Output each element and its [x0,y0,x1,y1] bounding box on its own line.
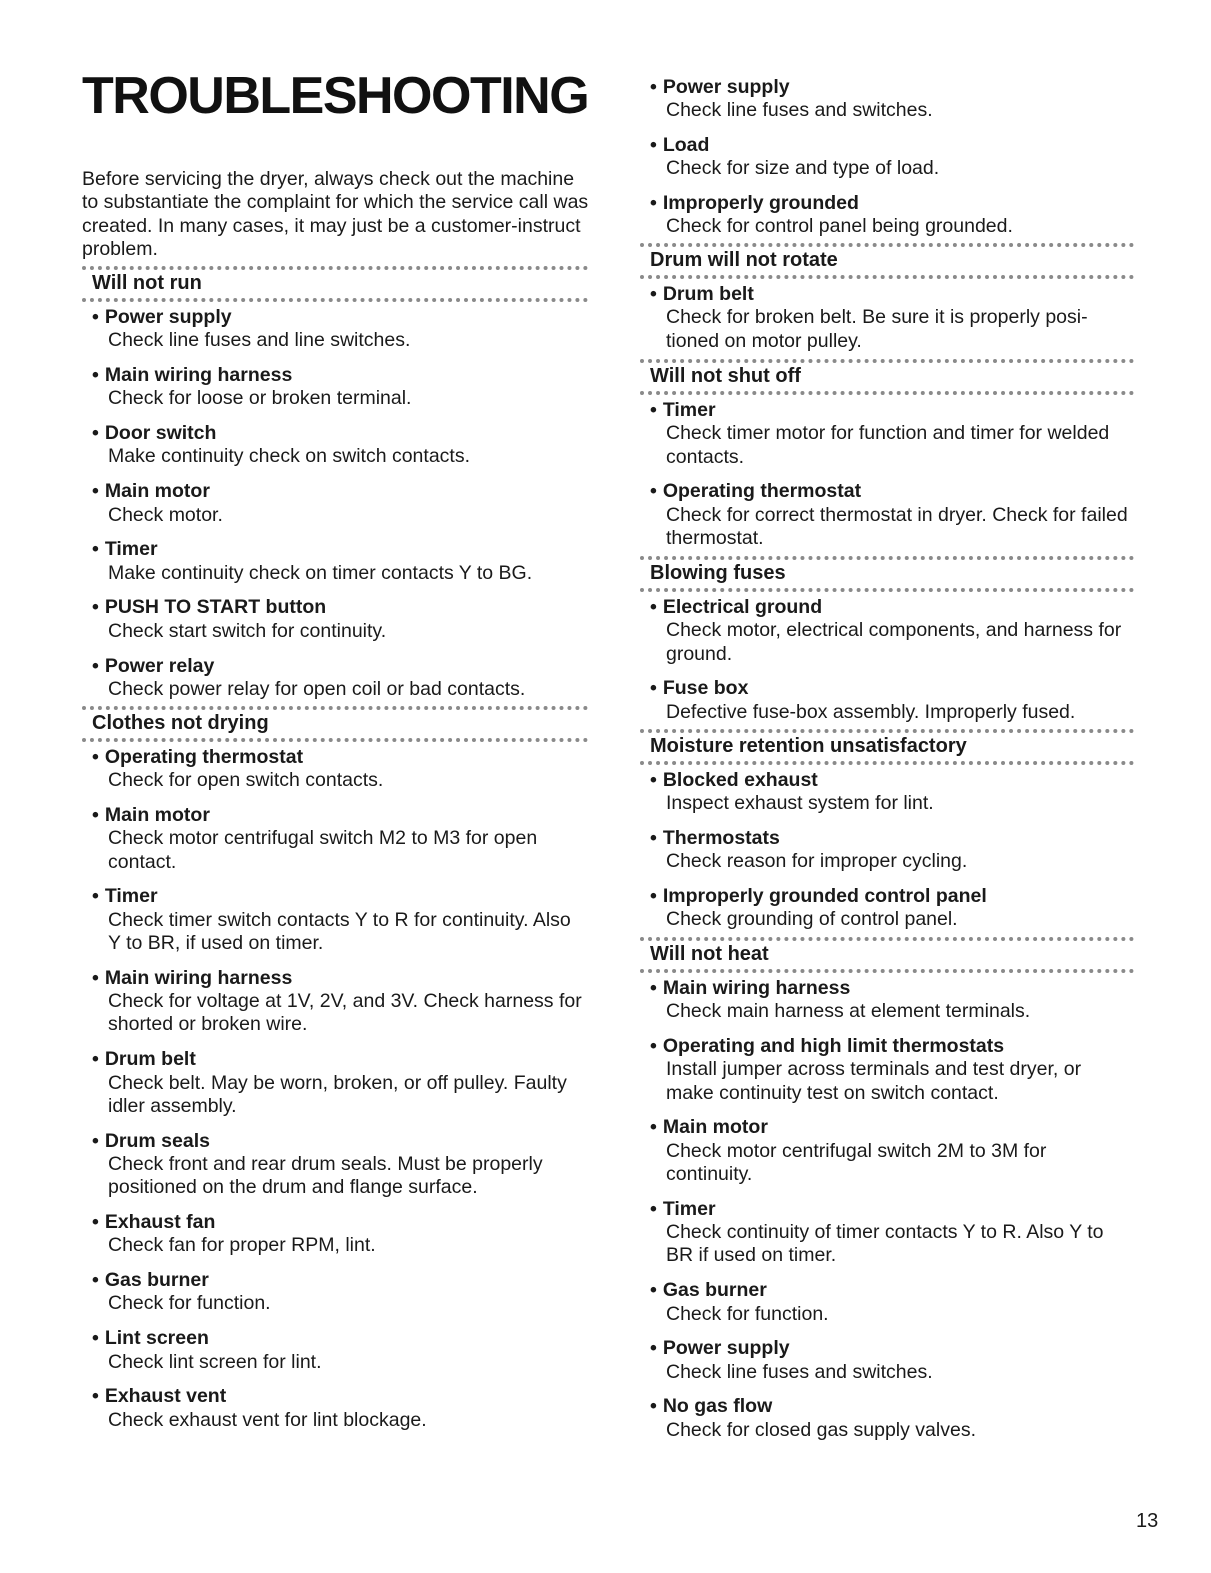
item-name: • Door switch [82,422,588,445]
item-name: • Power supply [640,76,1134,99]
item-lint-screen [82,1327,588,1374]
item-description: Check motor. [108,503,223,526]
item-description: Check belt. May be worn, broken, or off pulley. Faulty idler assembly. [108,1071,567,1117]
item-name: • Exhaust vent [82,1385,588,1408]
item-exhaust-fan [82,1211,588,1258]
item-timer [640,1198,1134,1268]
item-name: • Improperly grounded control panel [640,885,1134,908]
item-name: • Lint screen [82,1327,588,1350]
item-name: • Load [640,134,1134,157]
item-name: • Operating thermostat [82,746,588,769]
item-name: • Drum belt [82,1048,588,1071]
item-name: • Timer [82,538,588,561]
item-name: • Main motor [640,1116,1134,1139]
item-description: Check for broken belt. Be sure it is properly posi- tioned on motor pulley. [666,306,1088,352]
item-name: • Main motor [82,804,588,827]
item-description: Check motor centrifugal switch 2M to 3M for continuity. [666,1139,1047,1186]
item-name: • Exhaust fan [82,1211,588,1234]
item-main-wiring-harness [640,977,1134,1024]
item-name: • No gas flow [640,1395,1134,1418]
item-name: • Operating thermostat [640,480,1134,503]
item-timer [640,399,1134,469]
item-description: Check for correct thermostat in dryer. Check for failed thermostat. [666,503,1128,549]
item-drum-belt [82,1048,588,1118]
item-gas-burner [640,1279,1134,1326]
item-description: Check line fuses and switches. [666,1360,933,1383]
items-list [640,765,1134,932]
item-description: Install jumper across terminals and test dryer, or make continuity test on switch contact. [666,1058,1082,1104]
section-heading-bar [640,359,1134,395]
item-door-switch [82,422,588,469]
item-description: Check start switch for continuity. [108,619,387,642]
item-description: Check for function. [108,1292,271,1315]
item-name: • Operating and high limit thermostats [640,1035,1134,1058]
item-name: • Gas burner [82,1269,588,1292]
section-drum-will-not-rotate [640,243,1134,364]
intro-paragraph: Before servicing the dryer, always check out the machine to substantiate the complaint for which the service call was created. In many cases, it may just be a customer-instruct problem. [82,168,589,260]
item-drum-belt [640,283,1134,353]
item-name: • Power relay [82,655,588,678]
item-improperly-grounded [640,192,1134,239]
section-heading-bar [640,937,1134,973]
item-name: • Drum belt [640,283,1134,306]
item-description: Check for closed gas supply valves. [666,1418,976,1441]
section-heading: Will not heat [650,943,769,965]
item-description: Check continuity of timer contacts Y to R. Also Y to BR if used on timer. [666,1221,1104,1267]
items-list [82,302,588,701]
item-main-motor [82,804,588,874]
item-power-supply [640,76,1134,123]
item-description: Inspect exhaust system for lint. [666,792,934,815]
item-electrical-ground [640,596,1134,666]
item-description: Check exhaust vent for lint blockage. [108,1408,427,1431]
item-main-wiring-harness [82,364,588,411]
item-push-to-start-button [82,596,588,643]
item-power-relay [82,655,588,702]
item-fuse-box [640,677,1134,724]
item-name: • Main wiring harness [82,364,588,387]
item-name: • Timer [640,399,1134,422]
item-improperly-grounded-control-panel [640,885,1134,932]
item-description: Check motor centrifugal switch M2 to M3 for open contact. [108,827,538,873]
item-description: Check for function. [666,1302,829,1325]
section-heading: Blowing fuses [650,562,786,584]
item-description: Check for control panel being grounded. [666,215,1013,238]
item-name: • Fuse box [640,677,1134,700]
item-gas-burner [82,1269,588,1316]
continued-items-list [640,76,1134,250]
item-main-motor [640,1116,1134,1186]
item-operating-thermostat [640,480,1134,550]
item-description: Check grounding of control panel. [666,908,958,931]
item-name: • Improperly grounded [640,192,1134,215]
section-clothes-not-drying [82,706,588,1443]
section-heading: Clothes not drying [92,712,269,734]
item-description: Check main harness at element terminals. [666,1000,1031,1023]
item-description: Check timer motor for function and timer for welded contacts. [666,422,1110,468]
section-heading-bar [640,243,1134,279]
section-heading-bar [82,706,588,742]
section-blowing-fuses [640,556,1134,735]
item-name: • Gas burner [640,1279,1134,1302]
item-name: • Power supply [640,1337,1134,1360]
item-exhaust-vent [82,1385,588,1432]
item-name: • Timer [640,1198,1134,1221]
item-power-supply [82,306,588,353]
items-list [640,973,1134,1442]
item-description: Defective fuse-box assembly. Improperly fused. [666,700,1076,723]
item-description: Check fan for proper RPM, lint. [108,1234,376,1257]
item-description: Check motor, electrical components, and harness for ground. [666,619,1122,665]
items-list [640,279,1134,353]
item-name: • Blocked exhaust [640,769,1134,792]
items-list [640,592,1134,724]
item-power-supply [640,1337,1134,1384]
item-name: • Timer [82,885,588,908]
item-description: Check for open switch contacts. [108,769,384,792]
item-timer [82,538,588,585]
item-main-wiring-harness [82,967,588,1037]
item-blocked-exhaust [640,769,1134,816]
item-description: Check for size and type of load. [666,157,940,180]
item-description: Check line fuses and line switches. [108,329,411,352]
item-thermostats [640,827,1134,874]
item-description: Check front and rear drum seals. Must be properly positioned on the drum and flange surface. [108,1152,543,1199]
section-heading: Drum will not rotate [650,249,838,271]
page-number: 13 [1136,1510,1159,1532]
section-heading: Will not shut off [650,365,801,387]
item-name: • Main wiring harness [82,967,588,990]
item-name: • Main wiring harness [640,977,1134,1000]
item-load [640,134,1134,181]
section-will-not-run [82,266,588,713]
item-name: • PUSH TO START button [82,596,588,619]
section-heading: Moisture retention unsatisfactory [650,735,967,757]
section-will-not-shut-off [640,359,1134,562]
item-description: Check line fuses and switches. [666,99,933,122]
section-will-not-heat [640,937,1134,1454]
item-name: • Main motor [82,480,588,503]
item-description: Check timer switch contacts Y to R for continuity. Also Y to BR, if used on timer. [108,908,571,955]
section-heading-bar [640,729,1134,765]
section-heading-bar [82,266,588,302]
items-list [82,742,588,1432]
item-description: Check for loose or broken terminal. [108,387,412,410]
items-list [640,395,1134,550]
item-description: Check for voltage at 1V, 2V, and 3V. Check harness for shorted or broken wire. [108,990,582,1036]
item-description: Check power relay for open coil or bad contacts. [108,677,526,700]
item-name: • Power supply [82,306,588,329]
section-moisture-retention-unsatisfactory [640,729,1134,943]
item-main-motor [82,480,588,527]
item-timer [82,885,588,955]
item-description: Check reason for improper cycling. [666,850,968,873]
item-description: Make continuity check on timer contacts Y to BG. [108,561,533,584]
item-name: • Electrical ground [640,596,1134,619]
section-heading-bar [640,556,1134,592]
section-heading: Will not run [92,272,202,294]
item-operating-and-high-limit-thermostats [640,1035,1134,1105]
page-title: TROUBLESHOOTING [82,67,589,125]
item-operating-thermostat [82,746,588,793]
item-no-gas-flow [640,1395,1134,1442]
item-drum-seals [82,1130,588,1200]
item-name: • Drum seals [82,1130,588,1153]
item-description: Check lint screen for lint. [108,1350,322,1373]
item-name: • Thermostats [640,827,1134,850]
item-description: Make continuity check on switch contacts. [108,445,470,468]
